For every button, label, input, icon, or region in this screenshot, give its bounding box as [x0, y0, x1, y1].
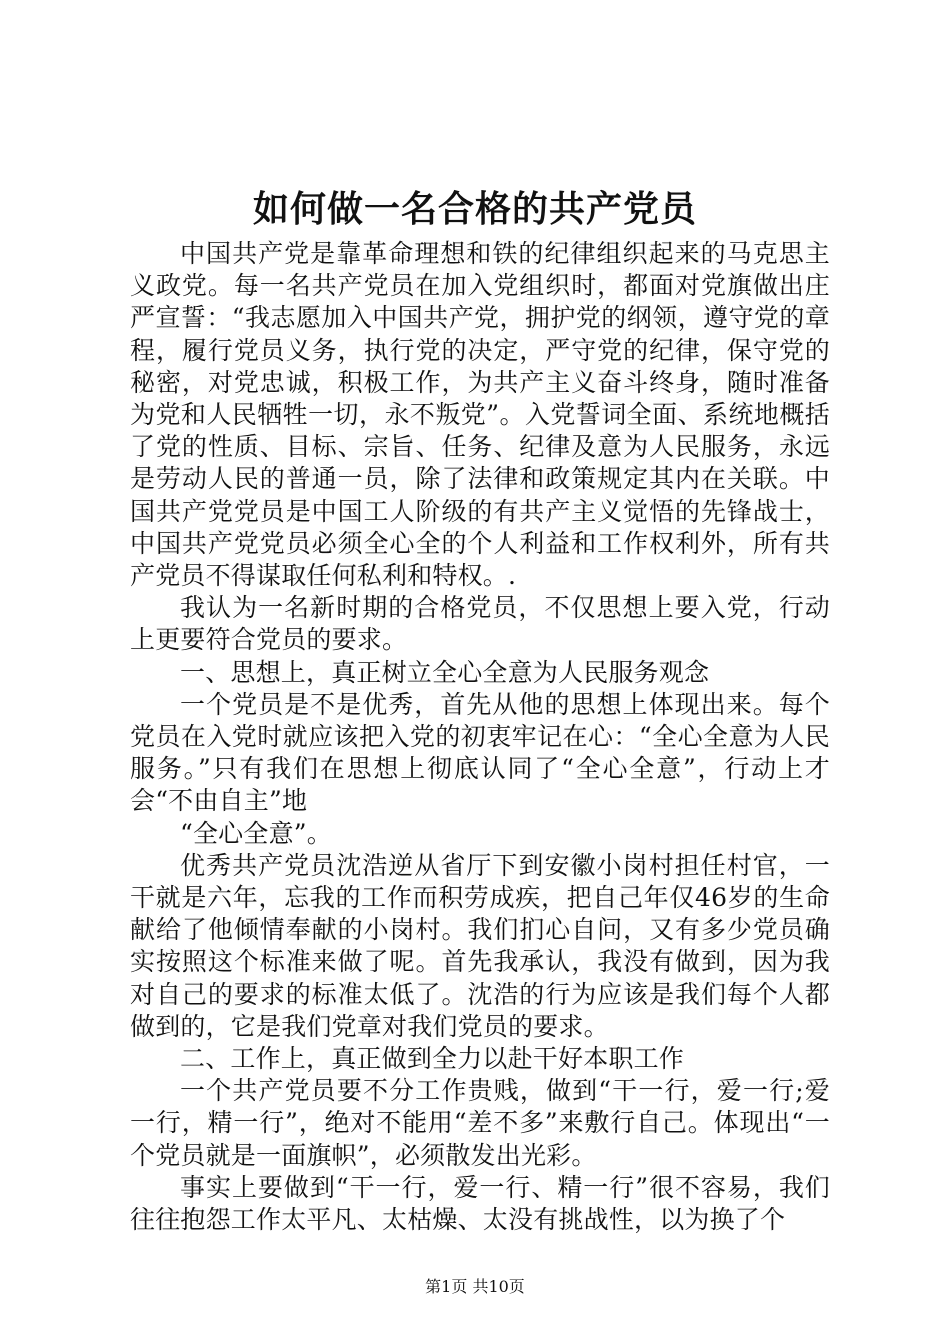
paragraph: 一个党员是不是优秀，首先从他的思想上体现出来。每个党员在入党时就应该把入党的初衷牢记在心：“全心全意为人民服务。”只有我们在思想上彻底认同了“全心全意”，行动上才会“不由自主”地: [130, 689, 830, 816]
document-body: [130, 238, 830, 1236]
section-heading: 二、工作上，真正做到全力以赴干好本职工作: [180, 1044, 685, 1074]
paragraph: 优秀共产党员沈浩逆从省厅下到安徽小岗村担任村官，一干就是六年，忘我的工作而积劳成疾，把自己年仅46岁的生命献给了他倾情奉献的小岗村。我们扪心自问，又有多少党员确实按照这个标准来做了呢。首先我承认，我没有做到，因为我对自己的要求的标准太低了。沈浩的行为应该是我们每个人都做到的，它是我们党章对我们党员的要求。: [130, 850, 830, 1041]
document-title: 如何做一名合格的共产党员: [252, 188, 697, 230]
paragraph: 我认为一名新时期的合格党员，不仅思想上要入党，行动上更要符合党员的要求。: [130, 593, 830, 655]
paragraph: 中国共产党是靠革命理想和铁的纪律组织起来的马克思主义政党。每一名共产党员在加入党组织时，都面对党旗做出庄严宣誓：“我志愿加入中国共产党，拥护党的纲领，遵守党的章程，履行党员义务，执行党的决定，严守党的纪律，保守党的秘密，对党忠诚，积极工作，为共产主义奋斗终身，随时准备为党和人民牺牲一切，永不叛党”。入党誓词全面、系统地概括了党的性质、目标、宗旨、任务、纪律及意为人民服务，永远是劳动人民的普通一员，除了法律和政策规定其内在关联。中国共产党党员是中国工人阶级的有共产主义觉悟的先锋战士，中国共产党党员必须全心全的个人利益和工作权利外，所有共产党员不得谋取任何私利和特权。.: [130, 239, 830, 591]
paragraph: “全心全意”。: [180, 818, 332, 848]
section-heading: 一、思想上，真正树立全心全意为人民服务观念: [180, 657, 710, 687]
paragraph: 事实上要做到“干一行，爱一行、精一行”很不容易，我们往往抱怨工作太平凡、太枯燥、太没有挑战性，以为换了个: [130, 1172, 830, 1235]
page-footer: 第1页 共10页: [425, 1277, 525, 1296]
paragraph: 一个共产党员要不分工作贵贱，做到“干一行，爱一行;爱一行，精一行”，绝对不能用“差不多”来敷行自己。体现出“一个党员就是一面旗帜”，必须散发出光彩。: [130, 1076, 830, 1170]
